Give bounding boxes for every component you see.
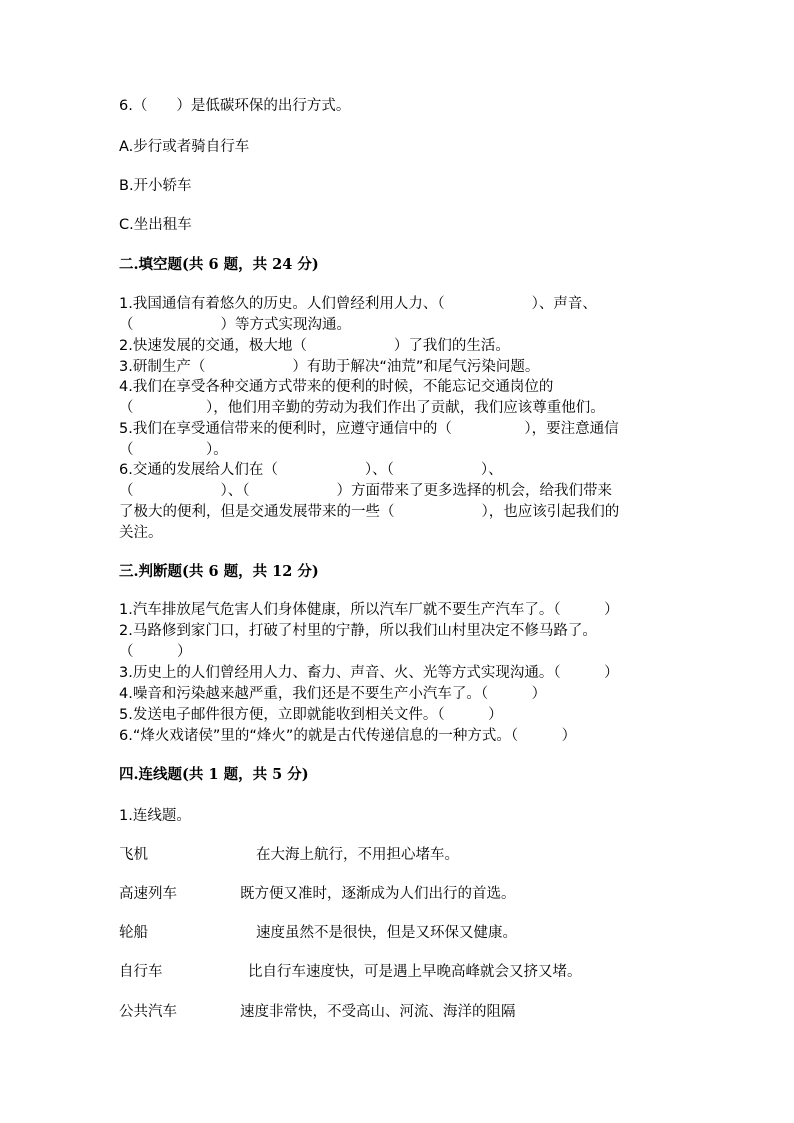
mc-question-6: 6.（ ）是低碳环保的出行方式。 [119,98,351,114]
section-heading-fill: 二.填空题(共 6 题，共 24 分) [119,256,319,273]
match-right-item: 既方便又准时，逐渐成为人们出行的首选。 [240,886,516,902]
match-right-item: 速度非常快，不受高山、河流、海洋的阻隔 [240,1004,516,1020]
judge-line: 2.马路修到家门口，打破了村里的宁静，所以我们山村里决定不修马路了。 [119,623,597,639]
fill-line: 3.研制生产（ ）有助于解决“油荒”和尾气污染问题。 [119,359,540,375]
fill-line: （ ），他们用辛勤的劳动为我们作出了贡献，我们应该尊重他们。 [119,400,605,416]
fill-line: 2.快速发展的交通，极大地（ ）了我们的生活。 [119,338,510,354]
match-left-item: 轮船 [119,925,148,941]
judge-line: 5.发送电子邮件很方便，立即就能收到相关文件。（ ） [119,707,503,723]
fill-line: （ ）。 [119,442,228,458]
fill-line: （ ）等方式实现沟通。 [119,317,351,333]
fill-line: 4.我们在享受各种交通方式带来的便利的时候，不能忘记交通岗位的 [119,379,554,395]
fill-line: 关注。 [119,525,163,541]
judge-line: （ ） [119,644,192,660]
section-heading-match: 四.连线题(共 1 题，共 5 分) [119,766,309,783]
mc-option-c: C.坐出租车 [119,217,192,233]
match-left-item: 公共汽车 [119,1004,177,1020]
fill-line: （ ）、（ ）方面带来了更多选择的机会，给我们带来 [119,483,612,499]
fill-line: 1.我国通信有着悠久的历史。人们曾经利用人力、（ ）、声音、 [119,296,597,312]
fill-line: 6.交通的发展给人们在（ ）、（ ）、 [119,462,503,478]
section-heading-judge: 三.判断题(共 6 题，共 12 分) [119,563,319,580]
fill-line: 5.我们在享受通信带来的便利时，应遵守通信中的（ ），要注意通信 [119,421,619,437]
match-left-item: 自行车 [119,964,163,980]
judge-line: 1.汽车排放尾气危害人们身体健康，所以汽车厂就不要生产汽车了。（ ） [119,602,619,618]
match-right-item: 速度虽然不是很快，但是又环保又健康。 [256,925,517,941]
mc-option-a: A.步行或者骑自行车 [119,139,250,155]
mc-option-b: B.开小轿车 [119,178,192,194]
match-left-item: 飞机 [119,847,148,863]
match-right-item: 比自行车速度快，可是遇上早晚高峰就会又挤又堵。 [248,964,582,980]
match-right-item: 在大海上航行，不用担心堵车。 [256,847,459,863]
judge-line: 6.“烽火戏诸侯”里的“烽火”的就是古代传递信息的一种方式。（ ） [119,728,577,744]
judge-line: 3.历史上的人们曾经用人力、畜力、声音、火、光等方式实现沟通。（ ） [119,665,619,681]
fill-line: 了极大的便利，但是交通发展带来的一些（ ），也应该引起我们的 [119,504,620,520]
match-left-item: 高速列车 [119,886,177,902]
judge-line: 4.噪音和污染越来越严重，我们还是不要生产小汽车了。（ ） [119,686,547,702]
match-question: 1.连线题。 [119,808,191,824]
